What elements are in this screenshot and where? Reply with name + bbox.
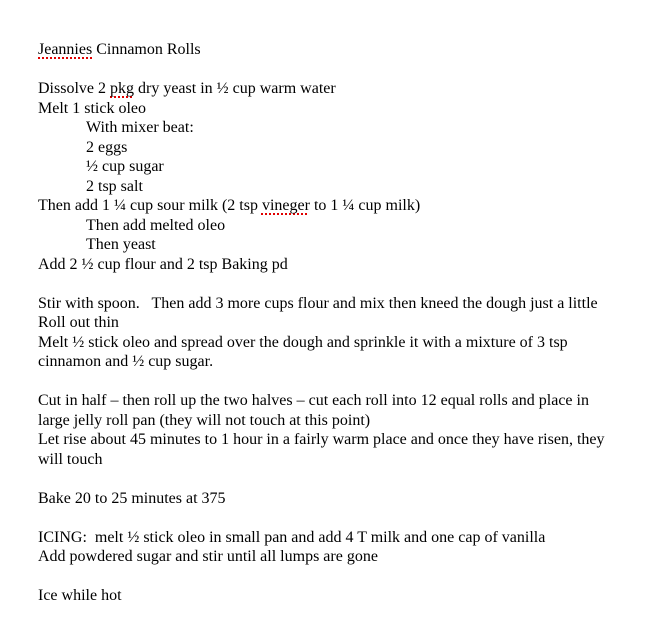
blank-line (38, 567, 620, 587)
text-run: ½ cup sugar (86, 158, 164, 175)
document-line (38, 294, 620, 314)
document-line (38, 450, 620, 470)
blank-line (38, 274, 620, 294)
text-run: Add 2 ½ cup flour and 2 tsp Baking pd (38, 255, 288, 273)
text-run: With mixer beat: (86, 119, 194, 136)
text-run: Add powdered sugar and stir until all lumps are gone (38, 548, 378, 565)
document-line (38, 586, 620, 606)
misspelled-word: pkg (110, 80, 134, 97)
misspelled-word: Jeannies (38, 41, 93, 58)
text-run: Melt ½ stick oleo and spread over the dough and sprinkle it with a mixture of 3 tsp (38, 333, 568, 351)
text-run: Let rise about 45 minutes to 1 hour in a fairly warm place and once they have risen, they (38, 431, 605, 448)
text-run: Then yeast (86, 236, 156, 253)
document-line (38, 79, 620, 99)
text-run: Ice while hot (38, 587, 122, 604)
document-line (38, 40, 620, 60)
document-line (38, 196, 620, 216)
text-run: Then add 1 ¼ cup sour milk (2 tsp (38, 197, 262, 214)
text-run: Stir with spoon. Then add 3 more cups flour and mix then kneed the dough just a little (38, 294, 598, 312)
document-line (38, 391, 620, 411)
document-line (38, 489, 620, 509)
document-line (38, 528, 620, 548)
document-line (38, 177, 620, 197)
document-line (38, 235, 620, 255)
text-run: Melt 1 stick oleo (38, 99, 146, 117)
document-line (38, 118, 620, 138)
text-run: Roll out thin (38, 314, 119, 331)
document-line (38, 352, 620, 372)
text-run: ICING: melt ½ stick oleo in small pan and add 4 T milk and one cap of vanilla (38, 528, 546, 546)
text-run: Bake 20 to 25 minutes at 375 (38, 489, 226, 507)
text-run: 2 eggs (86, 138, 128, 156)
document-line (38, 333, 620, 353)
text-run: Cut in half – then roll up the two halves – cut each roll into 12 equal rolls and place in (38, 392, 589, 409)
document-line (38, 547, 620, 567)
blank-line (38, 508, 620, 528)
document-line (38, 411, 620, 431)
text-run: cinnamon and ½ cup sugar. (38, 353, 214, 370)
text-run: will touch (38, 450, 103, 468)
blank-line (38, 469, 620, 489)
document-line (38, 99, 620, 119)
document-line (38, 313, 620, 333)
document-line (38, 216, 620, 236)
text-run: Then add melted oleo (86, 216, 226, 234)
text-run: to 1 ¼ cup milk) (309, 197, 421, 214)
text-run: large jelly roll pan (they will not touch at this point) (38, 411, 371, 429)
document-line (38, 138, 620, 158)
text-run: 2 tsp salt (86, 177, 143, 195)
text-run: Cinnamon Rolls (92, 41, 201, 58)
document-line (38, 430, 620, 450)
blank-line (38, 60, 620, 80)
misspelled-word: vineger (261, 197, 310, 214)
text-run: dry yeast in ½ cup warm water (134, 80, 336, 97)
document-line (38, 255, 620, 275)
blank-line (38, 372, 620, 392)
document-body (38, 40, 620, 606)
text-run: Dissolve 2 (38, 80, 110, 97)
document-line (38, 157, 620, 177)
